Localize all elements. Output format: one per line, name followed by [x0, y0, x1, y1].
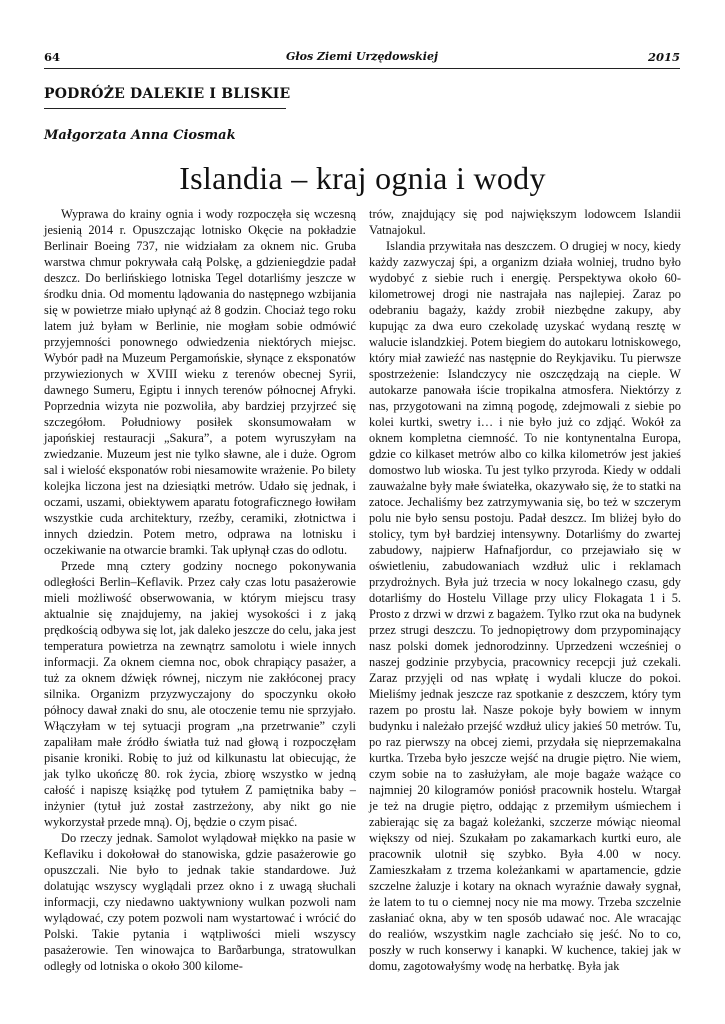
author-name: Małgorzata Anna Ciosmak — [44, 128, 236, 143]
paragraph: Islandia przywitała nas deszczem. O drugiej w nocy, kiedy każdy zazwyczaj śpi, a organizm działa wolniej, trudno było wydobyć z siebie ruch i energię. Perspektywa około 60-kilometrowej drogi nie nastrajała nas najlepiej. Zaraz po odebraniu bagaży, każdy zrobił niezbędne zakupy, aby kupując za dwa euro czekoladę uzyskać wydaną resztę w walucie islandzkiej. Potem biegiem do autokaru lotniskowego, który miał zawieźć nas następnie do Reykjaviku. Tu pierwsze spostrzeżenie: Islandczycy nie oszczędzają na cieple. W autokarze panowała iście tropikalna atmosfera. Niektórzy z nas, przygotowani na zimną pogodę, zdejmowali z siebie po kolei kurtki, swetry i… i nie było już co zdjąć. Wokół za oknem kompletna ciemność. To nie kontynentalna Europa, gdzie co kilkaset metrów albo co kilka kilometrów jest jakieś domostwo lub wioska. Tu jest tylko przyroda. Kiedy w oddali zauważalne były małe światełka, okazywało się, że to statki na zatoce. Jechaliśmy bez zatrzymywania się, bo też w szczerym polu nie było sensu postoju. Padał deszcz. Im bliżej było do stolicy, tym był bardziej intensywny. Dotarliśmy do zwartej zabudowy, najpierw Hafnafjordur, co przejawiało się w oświetleniu, zabudowaniach wzdłuż ulic i reklamach przydrożnych. Była już trzecia w nocy lokalnego czasu, gdy dotarliśmy do Hostelu Village przy ulicy Flokagata 1 i 5. Prosto z drzwi w drzwi z bagażem. Tylko rzut oka na budynek przez strugi deszczu. To jednopiętrowy dom przypominający nasz polski domek jednorodzinny. Uprzedzeni wcześniej o naszej godzinie przybycia, pracownicy recepcji już czekali. Zaraz przyjęli od nas wpłatę i wydali klucze do pokoi. Mieliśmy jednak jeszcze raz spotkanie z deszczem, który tym razem po prostu lał. Nasze pokoje były bowiem w innym budynku i należało przejść wzdłuż ulicy jakieś 50 metrów. Tu, po raz pierwszy na obcej ziemi, przydała się nieprzemakalna kurtka. Trzeba było jeszcze wejść na drugie piętro. Nie wiem, czym sobie na to zasłużyłam, ale moje bagaże ważące co najmniej 20 kilogramów poniósł pracownik hostelu. Wtargał je też na drugie piętro, oddając z przemiłym uśmiechem i zabierając się za bagaż koleżanki, szczerze mówiąc nieomal większy od niej. Szukałam po zakamarkach kurtki euro, ale pracownik ulotnił się szybko. Była 4.00 w nocy. Zamieszkałam z trzema koleżankami w apartamencie, gdzie szczelne żaluzje i kotary na oknach wyraźnie dawały sygnał, że latem to tu o ciemnej nocy nie ma mowy. Trzeba szczelnie zasłaniać okna, aby w ten sposób udawać noc. Ale wracając do realiów, wszystkim nagle zachciało się jeść. No to co, poszły w ruch konserwy i kanapki. W kuchence, takiej jak w domu, zagotowałyśmy wodę na herbatkę. Była jak — [369, 239, 681, 973]
page-number: 64 — [44, 50, 61, 64]
paragraph: Do rzeczy jednak. Samolot wylądował miękko na pasie w Keflaviku i dokołował do stanowiska, gdzie pasażerowie go opuszczali. Nie było to jednak takie standardowe. Już dolatując wszyscy wyglądali przez okno i z uwagą słuchali informacji, czy niedawno uaktywniony wulkan pozwoli nam wylądować, czy potem pozwoli nam wystartować i wrócić do Polski. Takie pytania i wątpliwości mieli wszyscy pasażerowie. Ten winowajca to Barðarbunga, stratowulkan odległy od lotniska o około 300 kilome- — [44, 831, 356, 973]
paragraph: Przede mną cztery godziny nocnego pokonywania odległości Berlin–Keflavik. Przez cały czas lotu pasażerowie mieli możliwość obserwowania, w którym miejscu trasy aktualnie się znajdujemy, na jakiej wysokości i z jaką prędkością odbywa się lot, jak daleko jeszcze do celu, jaka jest temperatura powietrza na zewnątrz samolotu i wiele innych informacji. Za oknem ciemna noc, obok chrapiący pasażer, a tuż za oknem dźwięk równej, niczym nie zakłóconej pracy silnika. Organizm przyzwyczajony do spoczynku około północy dawał znaki do snu, ale otoczenie temu nie sprzyjało. Włączyłam w tej sytuacji program „na przetrwanie” czyli zapaliłam małe źródło światła tuż nad głową i rozpoczęłam pisanie kroniki. Robię to już od kilkunastu lat obiecując, że jak tylko ukończę 80. rok życia, zbiorę wszystko w jedną całość i napiszę książkę pod tytułem Z pamiętnika baby – inżynier (tytuł już został zastrzeżony, aby nikt go nie wykorzystał przede mną). Oj, będzie o czym pisać. — [44, 559, 356, 829]
article-column-right — [369, 206, 681, 974]
header-divider — [44, 68, 680, 69]
journal-title: Głos Ziemi Urzędowskiej — [286, 50, 438, 63]
paragraph-continued: trów, znajdujący się pod największym lodowcem Islandii Vatnajokul. — [369, 207, 681, 237]
section-title: PODRÓŻE DALEKIE I BLISKIE — [44, 86, 291, 102]
running-header — [44, 50, 680, 66]
issue-year: 2015 — [647, 50, 680, 64]
article-title: Islandia – kraj ognia i wody — [179, 160, 546, 196]
article-column-left — [44, 206, 356, 974]
paragraph: Wyprawa do krainy ognia i wody rozpoczęła się wczesną jesienią 2014 r. Opuszczając lotnisko Okęcie na pokładzie Berlinair Boeing 737, nie widziałam za oknem nic. Gruba warstwa chmur pokrywała całą Polskę, a gdzieniegdzie padał deszcz. Do berlińskiego lotniska Tegel dotarliśmy jeszcze w środku dnia. Od momentu lądowania do następnego wzbijania się w powietrze miało upłynąć aż 8 godzin. Chociaż tego roku latem już byłam w Berlinie, nie mogłam sobie odmówić przyjemności ponownego odwiedzenia niektórych miejsc. Wybór padł na Muzeum Pergamońskie, słynące z eksponatów przywiezionych w XVIII wieku z terenów obecnej Syrii, dawnego Sumeru, Egiptu i innych terenów północnej Afryki. Poprzednia wizyta nie pozwoliła, aby bardziej przyjrzeć się szczegółom. Południowy posiłek skonsumowałam w japońskiej restauracji „Sakura”, a potem wyruszyłam na zwiedzanie. Muzeum jest nie tylko sławne, ale i duże. Ogrom sal i wielość eksponatów robi niesamowite wrażenie. Po bilety kolejka liczona jest na dziesiątki metrów. Udało się jednak, i oczami, uszami, obiektywem aparatu fotograficznego łowiłam wszystkie cuda architektury, rzeźby, ceramiki, złotnictwa i innych dziedzin. Potem metro, odprawa na lotnisku i oczekiwanie na otwarcie bramki. Tak upłynął czas do odlotu. — [44, 207, 356, 557]
section-divider — [44, 108, 286, 109]
